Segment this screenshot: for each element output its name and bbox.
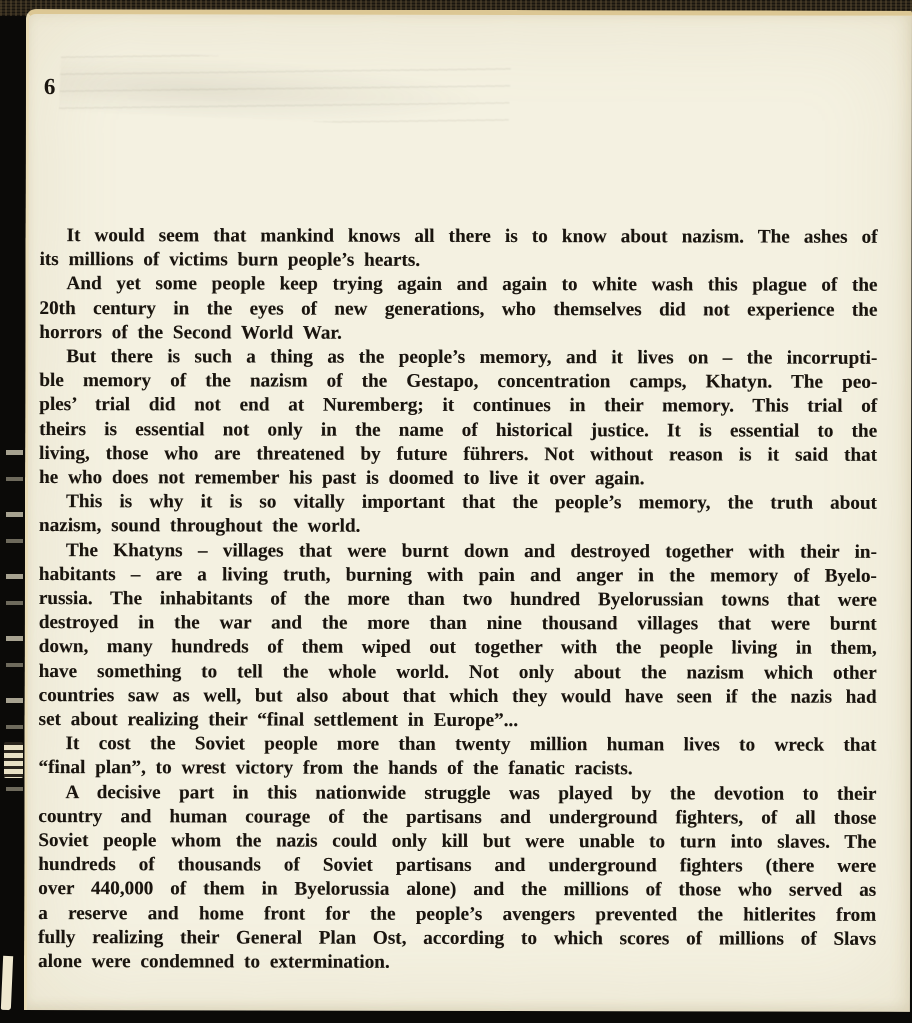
text-line: And yet some people keep trying again and again to white wash this plague of the: [66, 273, 878, 297]
paragraph: [38, 781, 876, 976]
book-page: [24, 9, 912, 1012]
page-number: 6: [43, 74, 57, 100]
paragraph: [38, 539, 876, 734]
text-line: Soviet people whom the nazis could only kill but were unable to turn into slaves. The: [38, 830, 877, 853]
page-corner-sliver: [1, 956, 13, 1010]
page-edge-mark: [4, 742, 23, 778]
text-line: theirs is essential not only in the name of historical justice. It is essential to the: [39, 418, 878, 442]
text-line: alone were condemned to extermination.: [37, 951, 390, 973]
paragraph: [39, 490, 877, 540]
text-line: down, many hundreds of them wiped out together with the people living in them,: [38, 636, 877, 660]
text-line: “final plan”, to wrest victory from the hands of the fanatic racists.: [38, 757, 633, 780]
paragraph: [38, 732, 876, 782]
text-line: set about realizing their “final settlement in Europe”...: [38, 709, 519, 732]
text-line: The Khatyns – villages that were burnt down and destroyed together with their in-: [65, 539, 877, 563]
text-line: nazism, sound throughout the world.: [38, 515, 361, 538]
text-line: A decisive part in this nationwide struggle was played by the devotion to their: [65, 781, 877, 805]
text-line: over 440,000 of them in Byelorussia alone) and the millions of those who served as: [38, 878, 877, 902]
text-line: destroyed in the war and the more than nine thousand villages that were burnt: [38, 612, 877, 636]
text-line: This is why it is so vitally important that the people’s memory, the truth about: [65, 491, 877, 515]
text-line: It cost the Soviet people more than twenty million human lives to wreck that: [65, 733, 877, 757]
text-line: russia. The inhabitants of the more than two hundred Byelorussian towns that were: [38, 588, 877, 611]
text-line: But there is such a thing as the people’s memory, and it lives on – the incorrupti-: [66, 346, 878, 369]
text-line: ples’ trial did not end at Nuremberg; it continues in their memory. This trial of: [39, 394, 878, 418]
text-line: habitants – are a living truth, burning with pain and anger in the memory of Byelo-: [38, 563, 877, 587]
text-line: he who does not remember his past is doomed to live it over again.: [38, 467, 645, 490]
text-line: horrors of the Second World War.: [39, 321, 342, 344]
text-line: living, those who are threatened by future führers. Not without reason is it said that: [39, 442, 878, 466]
text-line: ble memory of the nazism of the Gestapo, concentration camps, Khatyn. The peo-: [39, 370, 878, 394]
paragraph: [39, 224, 877, 274]
text-line: countries saw as well, but also about that which they would have seen if the nazis had: [38, 684, 877, 708]
paragraph: [39, 345, 877, 492]
text-line: have something to tell the whole world. Not only about the nazism which other: [38, 660, 877, 684]
text-line: country and human courage of the partisans and underground fighters, of all those: [38, 805, 877, 829]
text-line: its millions of victims burn people’s hearts.: [39, 249, 421, 272]
text-line: fully realizing their General Plan Ost, according to which scores of millions of Slavs: [38, 926, 877, 950]
page-text: [38, 224, 878, 976]
text-line: hundreds of thousands of Soviet partisans and underground fighters (there were: [38, 854, 877, 878]
pencil-smudge: [59, 49, 511, 129]
text-line: It would seem that mankind knows all there is to know about nazism. The ashes of: [66, 225, 878, 248]
text-line: a reserve and home front for the people’s avengers prevented the hitlerites from: [38, 902, 877, 926]
paragraph: [39, 272, 877, 346]
text-line: 20th century in the eyes of new generations, who themselves did not experience the: [39, 297, 878, 321]
